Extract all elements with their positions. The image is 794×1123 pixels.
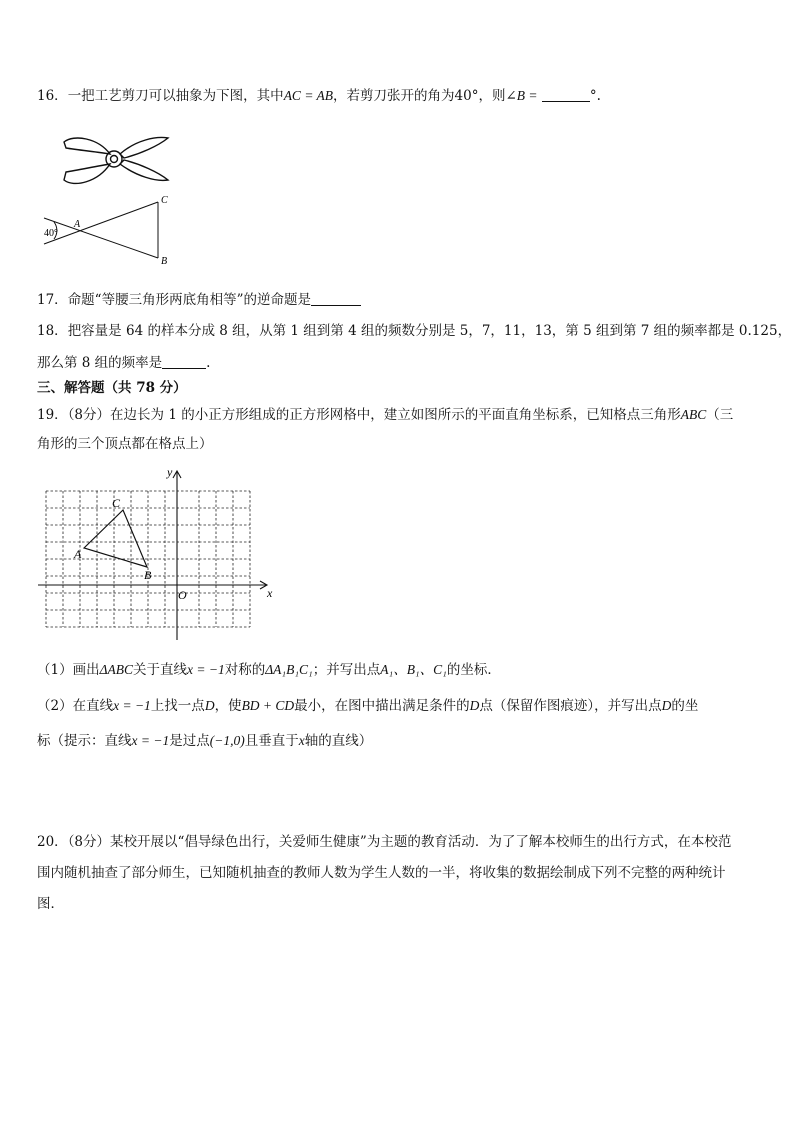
q19-part2	[37, 696, 758, 716]
q19-p1-text-a: （1）画出	[37, 662, 100, 678]
q19-text-1: （8分）在边长为 1 的小正方形组成的正方形网格中，建立如图所示的平面直角坐标系，已知格点三角形	[67, 407, 681, 423]
q19-number: 19．	[37, 407, 68, 423]
q18-text-2: 那么第 8 组的频率是	[37, 355, 163, 371]
q19-p3-text-a: 标（提示：直线	[37, 733, 132, 749]
q19-p2-text-c: ，使	[214, 698, 242, 714]
q19-line1	[37, 405, 758, 425]
q19-p2-text-a: （2）在直线	[37, 698, 114, 714]
q19-p2-point-D: D	[204, 698, 215, 713]
q18-number: 18．	[37, 323, 68, 339]
q19-p3-axis: x	[298, 733, 305, 748]
point-A-label: A	[74, 547, 82, 561]
q20-text-2: 围内随机抽查了部分师生，已知随机抽查的教师人数为学生人数的一半，将收集的数据绘制成下列不完整的两种统计	[37, 865, 726, 881]
q19-p3-text-d: 轴的直线）	[304, 733, 373, 749]
q19-p1-text-b: 关于直线	[133, 662, 188, 678]
q19-p3-point: (−1,0)	[209, 733, 245, 748]
q19-p2-text-d: 最小，在图中描出满足条件的	[294, 698, 470, 714]
q19-p2-expression: BD + CD	[241, 698, 295, 713]
angle-figure	[40, 192, 180, 268]
q17-answer-blank	[311, 291, 361, 306]
point-B-label: B	[144, 568, 152, 582]
q19-p3-line-eq: x = −1	[131, 733, 170, 748]
q19-p1-triangle-image: ΔA₁B₁C₁	[265, 662, 313, 677]
q19-text-2: 角形的三个顶点都在格点上）	[37, 436, 213, 452]
q20-line3	[37, 894, 758, 914]
q19-p1-text-c: 对称的	[224, 662, 266, 678]
q19-line2	[37, 434, 758, 454]
q17-line	[37, 290, 758, 310]
q19-p2-text-f: 的坐	[671, 698, 699, 714]
q20-line2	[37, 863, 758, 883]
q16-text-b: ，若剪刀张开的角为40°，则	[333, 88, 506, 104]
q20-line1	[37, 832, 758, 852]
q16-angle: ∠B =	[505, 88, 538, 103]
q20-text-3: 图．	[37, 896, 64, 912]
x-axis-label: x	[267, 586, 273, 600]
q19-text-1-tail: （三	[706, 407, 734, 423]
q20-text-1: （8分）某校开展以“倡导绿色出行，关爱师生健康”为主题的教育活动．为了了解本校师生的出行方式，在本校范	[67, 834, 732, 850]
q16-number: 16．	[37, 88, 68, 104]
q18-answer-blank	[162, 354, 206, 369]
coordinate-grid-figure	[38, 466, 276, 644]
q18-text-1: 把容量是 64 的样本分成 8 组，从第 1 组到第 4 组的频数分别是 5，7，11，13，第 5 组到第 7 组的频率都是 0.125，	[67, 323, 792, 339]
fig16-label-A: A	[74, 219, 81, 230]
origin-label: O	[178, 588, 187, 602]
q19-p2-point-D-2: D	[469, 698, 480, 713]
q18-tail: .	[206, 355, 211, 371]
q20-number: 20．	[37, 834, 68, 850]
q18-line1	[37, 321, 792, 341]
q19-p3-text-b: 是过点	[169, 733, 210, 749]
q19-p3-text-c: 且垂直于	[244, 733, 299, 749]
fig16-angle-label: 40°	[44, 228, 58, 239]
q16-text-a: 一把工艺剪刀可以抽象为下图，其中	[67, 88, 284, 104]
y-axis-label: y	[167, 466, 173, 479]
q19-p1-text-e: 的坐标．	[446, 662, 501, 678]
q19-p1-triangle: ΔABC	[99, 662, 134, 677]
q19-p2-point-D-3: D	[661, 698, 672, 713]
q19-p1-text-d: ；并写出点	[312, 662, 381, 678]
q19-p2-line-eq: x = −1	[113, 698, 151, 713]
q18-line2	[37, 353, 758, 373]
q19-p1-points: A₁、B₁、C₁	[380, 662, 447, 677]
fig16-label-C: C	[161, 195, 168, 206]
q19-p1-line-eq: x = −1	[187, 662, 225, 677]
section-heading: 三、解答题（共 78 分）	[37, 380, 187, 396]
q16-line	[37, 86, 758, 106]
q19-part1	[37, 660, 758, 680]
triangle-abc	[84, 510, 147, 567]
q19-p2-text-b: 上找一点	[150, 698, 205, 714]
q17-text: 命题“等腰三角形两底角相等”的逆命题是	[67, 292, 311, 308]
q17-number: 17．	[37, 292, 68, 308]
q16-tail: °.	[589, 88, 601, 104]
fig16-label-B: B	[161, 256, 168, 267]
q16-equation: AC = AB	[283, 88, 334, 103]
scissors-figure	[58, 132, 172, 186]
point-C-label: C	[112, 496, 121, 510]
q19-triangle: ABC	[680, 407, 707, 422]
q19-p2-text-e: 点（保留作图痕迹），并写出点	[479, 698, 662, 714]
q19-part2-cont	[37, 731, 758, 751]
q16-answer-blank	[542, 87, 590, 102]
